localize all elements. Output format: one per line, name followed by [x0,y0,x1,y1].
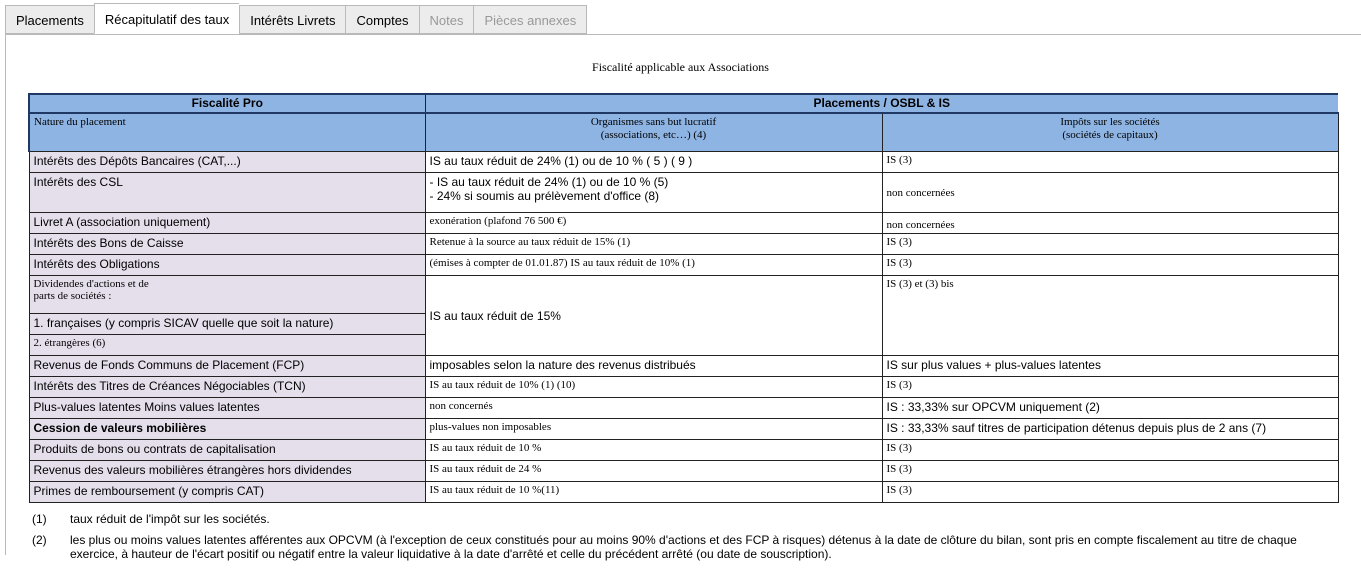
tab-bar [5,5,587,35]
nature-cell [29,276,425,314]
subheader-is-line2: (sociétés de capitaux) [1062,129,1158,141]
table-row [29,255,1338,276]
subheader-is-line1: Impôts sur les sociétés [1060,116,1160,128]
osbl-cell: IS au taux réduit de 15% [425,276,882,356]
osbl-cell: non concernés [425,398,882,419]
tax-rates-table [28,93,1339,503]
table-row [29,356,1338,377]
subheader-is [882,113,1338,152]
table-row [29,234,1338,255]
table-row [29,419,1338,440]
osbl-cell: plus-values non imposables [425,419,882,440]
osbl-cell: IS au taux réduit de 10% (1) (10) [425,377,882,398]
nature-cell: Intérêts des CSL [29,173,425,213]
osbl-line: - 24% si soumis au prélèvement d'office (8) [429,189,660,203]
is-cell: IS (3) [882,377,1338,398]
page-title: Fiscalité applicable aux Associations [592,60,769,74]
subheader-osbl [425,113,882,152]
nature-cell: Intérêts des Bons de Caisse [29,234,425,255]
osbl-cell: IS au taux réduit de 24% (1) ou de 10 % ( 5 ) ( 9 ) [425,152,882,173]
footnote-text: taux réduit de l'impôt sur les sociétés. [70,512,270,526]
nature-cell: Revenus de Fonds Communs de Placement (FCP) [29,356,425,377]
subheader-osbl-line1: Organismes sans but lucratif [590,116,717,128]
osbl-cell: imposables selon la nature des revenus distribués [425,356,882,377]
nature-cell: Intérêts des Dépôts Bancaires (CAT,...) [29,152,425,173]
is-cell: IS (3) [882,152,1338,173]
nature-sub-cell: 1. françaises (y compris SICAV quelle que soit la nature) [29,314,425,335]
footnote [32,533,1342,561]
table-subheader-row [29,113,1338,152]
nature-cell: Plus-values latentes Moins values latentes [29,398,425,419]
is-cell: IS sur plus values + plus-values latentes [882,356,1338,377]
osbl-cell: exonération (plafond 76 500 €) [425,213,882,234]
tab-recapitulatif-des-taux[interactable]: Récapitulatif des taux [94,3,239,34]
footnote [32,512,1342,526]
osbl-cell: (émises à compter de 01.01.87) IS au taux réduit de 10% (1) [425,255,882,276]
table-row [29,440,1338,461]
is-cell: IS : 33,33% sur OPCVM uniquement (2) [882,398,1338,419]
table-row [29,152,1338,173]
osbl-cell: IS au taux réduit de 10 % [425,440,882,461]
is-cell: IS (3) [882,234,1338,255]
nature-cell: Intérêts des Titres de Créances Négociables (TCN) [29,377,425,398]
nature-cell: Livret A (association uniquement) [29,213,425,234]
footnotes [32,512,1342,568]
is-cell: IS : 33,33% sauf titres de participation détenus depuis plus de 2 ans (7) [882,419,1338,440]
subheader-nature: Nature du placement [29,113,425,152]
is-cell: non concernées [882,213,1338,234]
table-row [29,461,1338,482]
tab-notes: Notes [419,5,474,34]
is-cell: IS (3) [882,461,1338,482]
header-fiscalite-pro: Fiscalité Pro [29,94,425,113]
is-cell: IS (3) [882,255,1338,276]
table-row [29,276,1338,314]
nature-cell: Intérêts des Obligations [29,255,425,276]
osbl-cell: IS au taux réduit de 24 % [425,461,882,482]
nature-cell: Cession de valeurs mobilières [29,419,425,440]
nature-line: Dividendes d'actions et de [33,278,149,290]
is-cell: IS (3) [882,440,1338,461]
footnote-number: (2) [32,533,47,547]
is-cell: IS (3) et (3) bis [882,276,1338,356]
table-row [29,173,1338,213]
table-row [29,213,1338,234]
tab-placements[interactable]: Placements [5,5,94,34]
nature-cell: Primes de remboursement (y compris CAT) [29,482,425,503]
tab-pieces-annexes: Pièces annexes [473,5,587,34]
osbl-line: - IS au taux réduit de 24% (1) ou de 10 % (5) [429,175,669,189]
tab-comptes[interactable]: Comptes [345,5,418,34]
footnote-number: (1) [32,512,47,526]
footnote-text: les plus ou moins values latentes afférentes aux OPCVM (à l'exception de ceux constitués pour au moins 90% d'actions et des FCP à risques) détenus à la date de clôture du bilan, sont pris en compte fiscalement au titre de chaque exercice, à hauteur de l'écart positif ou négatif entre la valeur liquidative à la date d'arrêté et celle du précédent arrêté (ou date de souscription). [70,533,1297,561]
nature-line: parts de sociétés : [33,290,112,302]
osbl-cell: Retenue à la source au taux réduit de 15% (1) [425,234,882,255]
osbl-cell: IS au taux réduit de 10 %(11) [425,482,882,503]
is-cell: IS (3) [882,482,1338,503]
is-cell: non concernées [882,173,1338,213]
nature-cell: Revenus des valeurs mobilières étrangères hors dividendes [29,461,425,482]
osbl-cell [425,173,882,213]
table-row [29,482,1338,503]
nature-sub-cell: 2. étrangères (6) [29,335,425,356]
table-row [29,377,1338,398]
header-placements: Placements / OSBL & IS [425,94,1338,113]
nature-cell: Produits de bons ou contrats de capitalisation [29,440,425,461]
table-header-row [29,94,1338,113]
tab-interets-livrets[interactable]: Intérêts Livrets [239,5,345,34]
table-row [29,398,1338,419]
subheader-osbl-line2: (associations, etc…) (4) [600,129,707,141]
